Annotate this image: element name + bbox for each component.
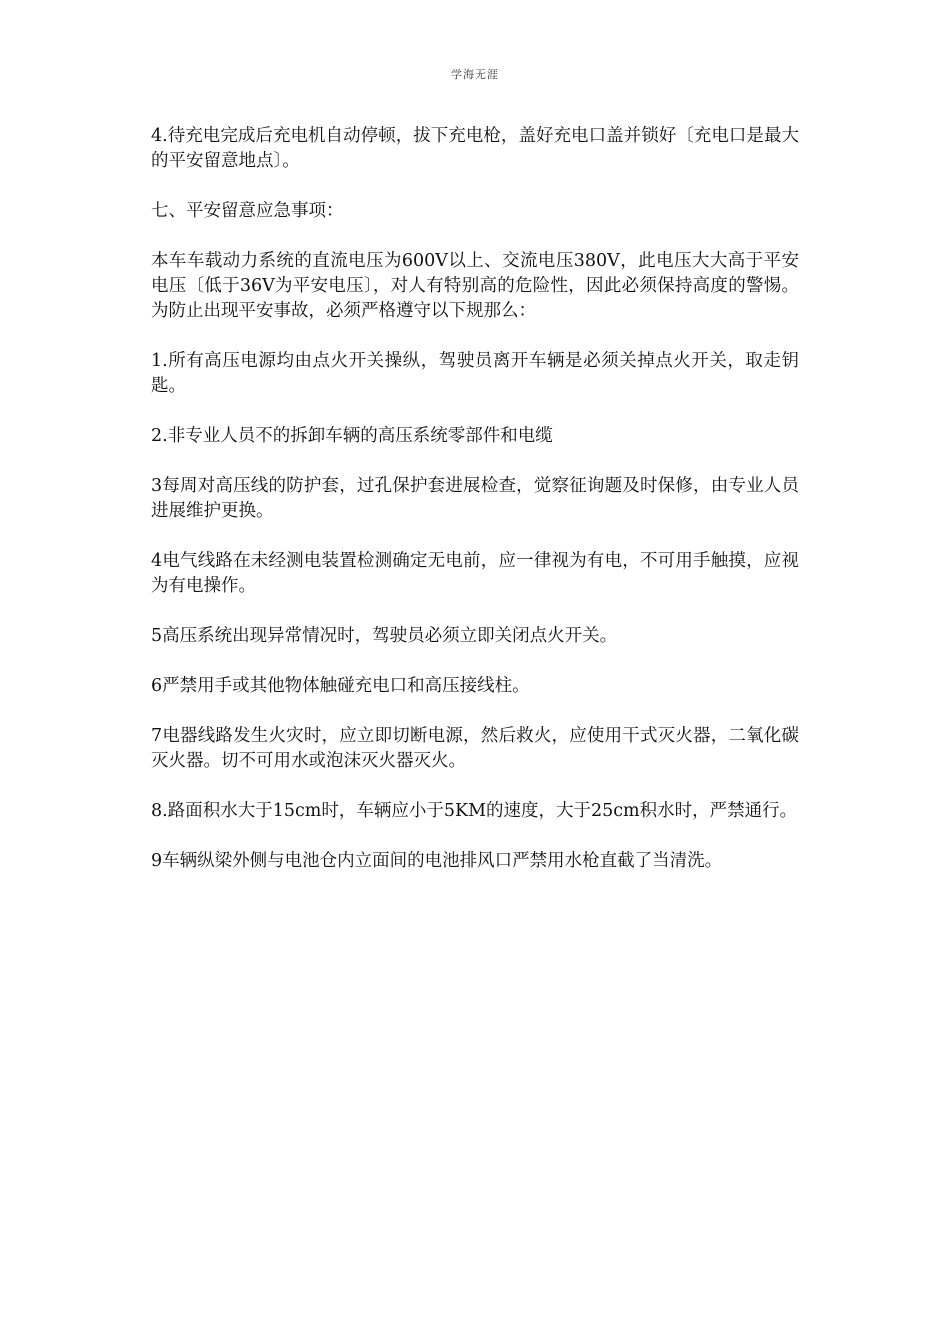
document-body — [151, 124, 799, 899]
rule-item-5: 5高压系统出现异常情况时，驾驶员必须立即关闭点火开关。 — [151, 626, 618, 646]
rule-item-9: 9车辆纵梁外侧与电池仓内立面间的电池排风口严禁用水枪直截了当清洗。 — [151, 851, 723, 871]
section-heading-emergency: 七、平安留意应急事项： — [151, 201, 344, 221]
paragraph-step-4-charging: 4.待充电完成后充电机自动停顿，拔下充电枪，盖好充电口盖并锁好〔充电口是最大的平安留意地点〕。 — [151, 126, 799, 171]
rule-item-3: 3每周对高压线的防护套，过孔保护套进展检查，觉察征询题及时保修，由专业人员进展维护更换。 — [151, 476, 799, 521]
page-header: 学海无涯 — [451, 68, 499, 81]
rule-item-2: 2.非专业人员不的拆卸车辆的高压系统零部件和电缆 — [151, 426, 553, 446]
rule-item-6: 6严禁用手或其他物体触碰充电口和高压接线柱。 — [151, 676, 530, 696]
rule-item-8: 8.路面积水大于15cm时，车辆应小于5KM的速度，大于25cm积水时，严禁通行。 — [151, 801, 798, 821]
paragraph-voltage-intro: 本车车载动力系统的直流电压为600V以上、交流电压380V，此电压大大高于平安电压〔低于36V为平安电压〕，对人有特别高的危险性，因此必须保持高度的警惕。为防止出现平安事故，必须严格遵守以下规那么： — [151, 251, 799, 321]
rule-item-4: 4电气线路在未经测电装置检测确定无电前，应一律视为有电，不可用手触摸，应视为有电操作。 — [151, 551, 799, 596]
rule-item-1: 1.所有高压电源均由点火开关操纵，驾驶员离开车辆是必须关掉点火开关，取走钥匙。 — [151, 351, 799, 396]
rule-item-7: 7电器线路发生火灾时，应立即切断电源，然后救火，应使用干式灭火器，二氧化碳灭火器。切不可用水或泡沫灭火器灭火。 — [151, 726, 799, 771]
